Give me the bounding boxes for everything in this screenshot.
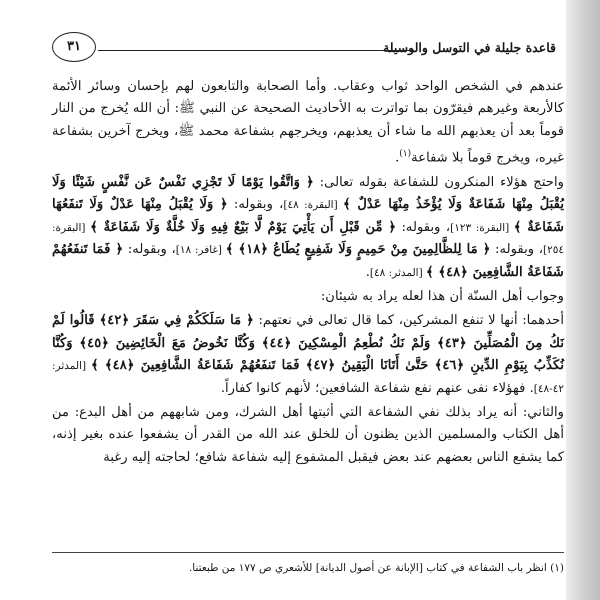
paragraph <box>52 310 564 400</box>
running-title: قاعدة جليلة في التوسل والوسيلة <box>383 40 556 55</box>
page-header <box>52 30 564 64</box>
quran-verse: ﴿ مَا لِلظَّالِمِينَ مِنْ حَمِيمٍ وَلَا شَفِيعٍ يُطَاعُ ﴿١٨﴾ ﴾ <box>225 242 491 258</box>
verse-reference: [المدثر: ٤٨] <box>369 266 427 279</box>
footnote-text: انظر باب الشفاعة في كتاب [الإبانة عن أصول الديانة] للأشعري ص ١٧٧ من طبعتنا. <box>188 562 547 574</box>
paragraph <box>52 172 564 284</box>
page-body <box>52 76 564 469</box>
verse-reference: [غافر: ١٨] <box>175 244 226 257</box>
paragraph-text: عندهم في الشخص الواحد ثواب وعقاب. وأما الصحابة والتابعون لهم بإحسان وسائر الأئمة كالأربعة وغيرهم فيقرّون بما تواترت به الأحاديث الصحيحة عن النبي ﷺ: أن الله يُخرج من النار قوماً بعد أن يعذبهم الله ما شاء أن يعذبهم، ويخرجهم بشفاعة محمد ﷺ، ويخرج آخرين بشفاعة غيره، ويخرج قوماً بلا شفاعة <box>52 79 564 166</box>
quran-verse: ﴿ فَمَا تَنفَعُهُمْ شَفَاعَةُ الشَّافِعِينَ ﴿٤٨﴾ ﴾ <box>52 242 564 280</box>
footnote-ref: (١) <box>399 149 412 160</box>
paragraph-text: . فهؤلاء نفى عنهم نفع شفاعة الشافعين؛ لأنهم كانوا كفاراً. <box>220 380 534 396</box>
quran-verse: ﴿ وَلَا يُقْبَلُ مِنْهَا عَدْلٌ وَلَا تَنفَعُهَا شَفَاعَةٌ ﴾ <box>52 197 564 235</box>
page-number: ٣١ <box>52 32 96 62</box>
footnote-separator <box>52 552 564 553</box>
paragraph-text: . <box>365 264 370 280</box>
paragraph-text: وجواب أهل السنّة أن هذا لعله يراد به شيئان: <box>320 289 564 305</box>
verse-reference: [المدثر: ٤٢-٤٨] <box>52 360 564 395</box>
paragraph-text: ، وبقوله: <box>123 242 176 258</box>
verse-reference: [البقرة: ٢٥٤] <box>52 221 564 257</box>
paragraph <box>52 76 564 170</box>
paragraph-text: والثاني: أنه يراد بذلك نفي الشفاعة التي أثبتها أهل الشرك، ومن شابههم من أهل البدع: من أهل الكتاب والمسلمين الذين يظنون أن للخلق عند الله من القدر أن يشفعوا عنده بغير إذنه، كما يشفع الناس بعضهم عند بعض فيقبل المشفوع إليه شفاعة شافع؛ لحاجته إليه رغبة <box>52 405 564 465</box>
paragraph <box>52 286 564 308</box>
paragraph-text: واحتج هؤلاء المنكرون للشفاعة بقوله تعالى: <box>313 175 564 191</box>
quran-verse: ﴿ مِّن قَبْلِ أَن يَأْتِيَ يَوْمٌ لَّا بَيْعٌ فِيهِ وَلَا خُلَّةٌ وَلَا شَفَاعَةٌ ﴾ <box>90 219 397 235</box>
header-rule <box>98 50 414 51</box>
book-spine-shadow <box>566 0 600 600</box>
paragraph-text: ، وبقوله: <box>396 219 451 235</box>
paragraph-text: ، وبقوله: <box>490 242 543 258</box>
quran-verse: ﴿ وَاتَّقُوا يَوْمًا لَا تَجْزِي نَفْسٌ عَن نَّفْسٍ شَيْئًا وَلَا يُقْبَلُ مِنْهَا شَفَاعَةٌ وَلَا يُؤْخَذُ مِنْهَا عَدْلٌ ﴾ <box>52 175 565 213</box>
quran-verse: ﴿ مَا سَلَكَكُمْ فِي سَقَرَ ﴿٤٢﴾ قَالُوا لَمْ نَكُ مِنَ الْمُصَلِّينَ ﴿٤٣﴾ وَلَمْ نَكُ نُطْعِمُ الْمِسْكِينَ ﴿٤٤﴾ وَكُنَّا نَخُوضُ مَعَ الْخَائِضِينَ ﴿٤٥﴾ وَكُنَّا نُكَذِّبُ بِيَوْمِ الدِّينِ ﴿٤٦﴾ حَتَّىٰ أَتَانَا الْيَقِينُ ﴿٤٧﴾ فَمَا تَنفَعُهُمْ شَفَاعَةُ الشَّافِعِينَ ﴿٤٨﴾ ﴾ <box>52 313 565 374</box>
book-page <box>52 30 564 590</box>
paragraph-text: . <box>395 150 400 166</box>
footnote-marker: (١) <box>550 562 564 574</box>
paragraph <box>52 402 564 469</box>
verse-reference: [البقرة: ٤٨] <box>283 199 344 212</box>
paragraph-text: ، وبقوله: <box>227 197 284 213</box>
footnote <box>52 560 564 576</box>
paragraph-text: أحدهما: أنها لا تنفع المشركين، كما قال تعالى في نعتهم: <box>253 313 564 329</box>
verse-reference: [البقرة: ١٢٣] <box>450 221 514 234</box>
